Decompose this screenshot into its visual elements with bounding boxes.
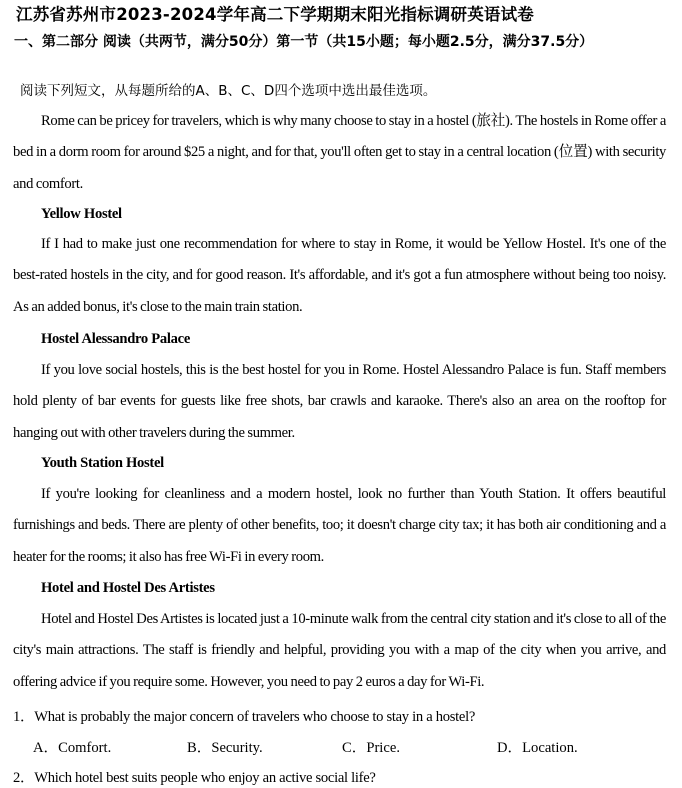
option-c: C．Price. xyxy=(342,740,400,756)
option-b: B．Security. xyxy=(187,740,263,756)
section-header: 一、第二部分 阅读（共两节，满分50分）第一节（共15小题；每小题2.5分，满分37.5分） xyxy=(14,34,594,50)
hostel-paragraph-yellow: If I had to make just one recommendation for where to stay in Rome, it would be Yellow Hostel. It's one of the best-rated hostels in the city, and for good reason. It's affordable, and it's got a fun atmosphere without being too noisy. As an added bonus, it's close to the main train station. xyxy=(13,236,666,315)
hostel-paragraph-alessandro: If you love social hostels, this is the best hostel for you in Rome. Hostel Alessandro Palace is fun. Staff members hold plenty of bar events for guests like free shots, bar crawls and karaoke. There's also an area on the rooftop for hanging out with other travelers during the summer. xyxy=(13,362,666,441)
question-1 xyxy=(13,705,475,726)
hostel-heading-alessandro: Hostel Alessandro Palace xyxy=(41,331,190,347)
hostel-paragraph-youth-station: If you're looking for cleanliness and a modern hostel, look no further than Youth Station. It offers beautiful furnishings and beds. There are plenty of other benefits, too; it doesn't charge city tax; it has both air conditioning and a heater for the rooms; it also has free Wi-Fi in every room. xyxy=(13,486,666,565)
hostel-paragraph-des-artistes: Hotel and Hostel Des Artistes is located just a 10-minute walk from the central city station and it's close to all of the city's main attractions. The staff is friendly and helpful, providing you with a map of the city when you arrive, and offering advice if you require some. However, you need to pay 2 euros a day for Wi-Fi. xyxy=(13,611,666,690)
option-d: D．Location. xyxy=(497,740,578,756)
passage-intro: Rome can be pricey for travelers, which is why many choose to stay in a hostel (旅社). The hostels in Rome offer a bed in a dorm room for around $25 a night, and for that, you'll often get to stay in a central location (位置) with security and comfort. xyxy=(13,113,666,192)
question-2 xyxy=(13,766,376,787)
hostel-heading-youth-station: Youth Station Hostel xyxy=(41,455,164,471)
question-text: What is probably the major concern of travelers who choose to stay in a hostel? xyxy=(34,709,476,725)
question-text: Which hotel best suits people who enjoy an active social life? xyxy=(34,770,376,786)
question-number: 1． xyxy=(13,709,35,725)
hostel-heading-des-artistes: Hotel and Hostel Des Artistes xyxy=(41,580,215,596)
page-title: 江苏省苏州市2023-2024学年高二下学期期末阳光指标调研英语试卷 xyxy=(16,5,534,24)
question-number: 2． xyxy=(13,770,35,786)
hostel-heading-yellow: Yellow Hostel xyxy=(41,206,122,222)
instruction-text: 阅读下列短文，从每题所给的A、B、C、D四个选项中选出最佳选项。 xyxy=(20,83,437,99)
option-a: A．Comfort. xyxy=(33,740,112,756)
